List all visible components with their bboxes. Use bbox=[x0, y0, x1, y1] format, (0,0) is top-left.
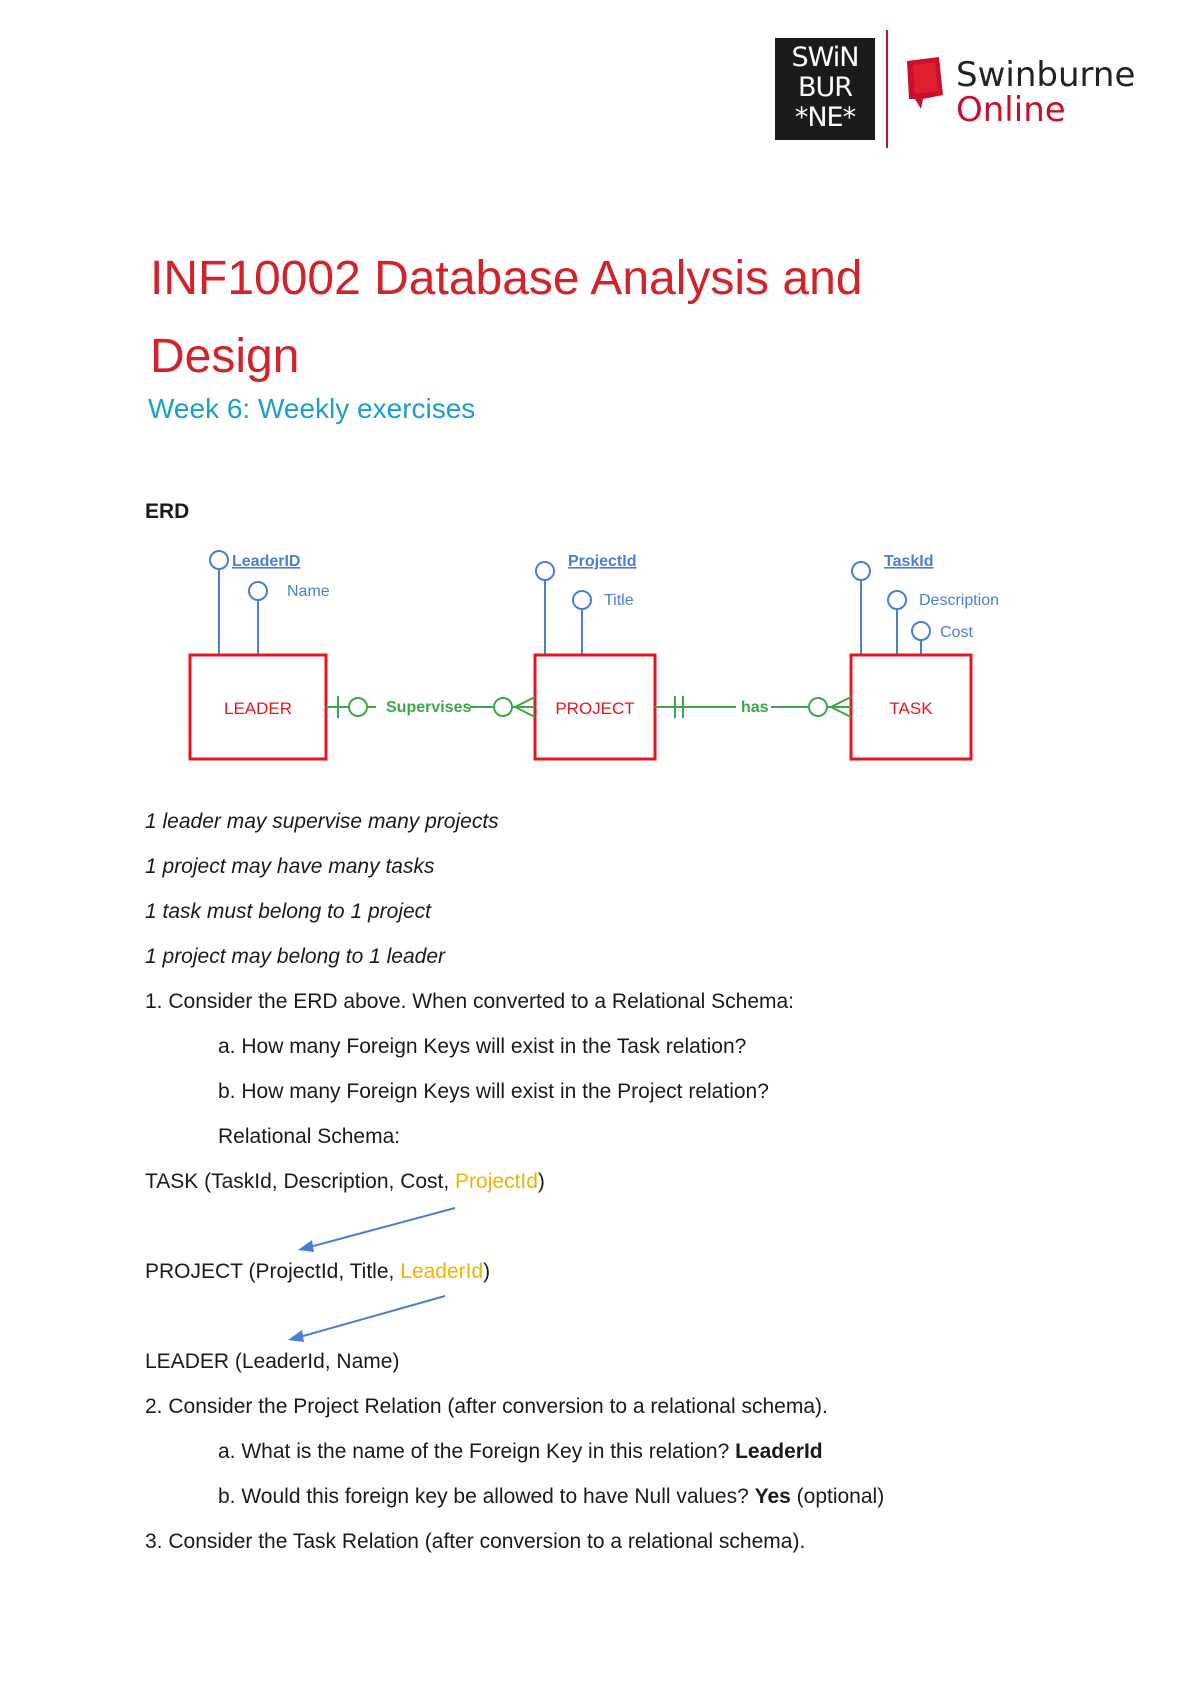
schema-task-close: ) bbox=[537, 1170, 545, 1193]
fk-arrow-1 bbox=[290, 1200, 470, 1260]
question-1a: a. How many Foreign Keys will exist in the Task relation? bbox=[218, 1035, 747, 1058]
question-2a bbox=[218, 1440, 823, 1464]
schema-project-attrs: PROJECT (ProjectId, Title, bbox=[145, 1260, 401, 1283]
logo-line: SWiN bbox=[791, 42, 859, 73]
rel-supervises: Supervises bbox=[386, 699, 472, 716]
statement: 1 project may have many tasks bbox=[145, 855, 435, 878]
attr-title: Title bbox=[604, 592, 634, 609]
question-2: 2. Consider the Project Relation (after conversion to a relational schema). bbox=[145, 1395, 828, 1418]
attr-taskid: TaskId bbox=[884, 553, 934, 570]
question-2b-note: (optional) bbox=[790, 1485, 885, 1508]
question-2b-answer: Yes bbox=[754, 1485, 791, 1508]
rel-has: has bbox=[741, 699, 769, 716]
attr-cost: Cost bbox=[940, 624, 973, 641]
attr-projectid: ProjectId bbox=[568, 553, 637, 570]
projectid-attr-circle bbox=[536, 562, 554, 580]
logo-line: *NE* bbox=[794, 102, 856, 133]
fk-arrow-2 bbox=[280, 1288, 460, 1348]
question-1: 1. Consider the ERD above. When converted to a Relational Schema: bbox=[145, 990, 795, 1013]
question-3: 3. Consider the Task Relation (after conversion to a relational schema). bbox=[145, 1530, 806, 1553]
schema-project bbox=[145, 1260, 490, 1284]
question-2b bbox=[218, 1485, 884, 1509]
question-2a-text: a. What is the name of the Foreign Key in this relation? bbox=[218, 1440, 736, 1463]
entity-task: TASK bbox=[889, 699, 933, 718]
schema-task bbox=[145, 1170, 545, 1194]
statement: 1 project may belong to 1 leader bbox=[145, 945, 446, 968]
attr-leaderid: LeaderID bbox=[232, 553, 301, 570]
book-icon bbox=[903, 55, 947, 111]
schema-task-attrs: TASK (TaskId, Description, Cost, bbox=[145, 1170, 456, 1193]
logo-divider bbox=[886, 30, 888, 148]
entity-leader: LEADER bbox=[223, 699, 293, 718]
question-1b: b. How many Foreign Keys will exist in the Project relation? bbox=[218, 1080, 769, 1103]
brand-name: Swinburne bbox=[956, 55, 1136, 95]
brand-online: Online bbox=[956, 90, 1066, 130]
page-title: INF10002 Database Analysis and Design bbox=[150, 252, 863, 383]
statement: 1 task must belong to 1 project bbox=[145, 900, 431, 923]
leaderid-attr-circle bbox=[210, 551, 228, 569]
schema-project-fk: LeaderId bbox=[400, 1260, 484, 1283]
cost-attr-circle bbox=[912, 622, 930, 640]
schema-task-fk: ProjectId bbox=[455, 1170, 538, 1193]
title-attr-circle bbox=[573, 591, 591, 609]
entity-project: PROJECT bbox=[555, 699, 635, 718]
page-subtitle: Week 6: Weekly exercises bbox=[148, 393, 476, 424]
description-attr-circle bbox=[888, 591, 906, 609]
name-attr-circle bbox=[249, 582, 267, 600]
schema-label: Relational Schema: bbox=[218, 1125, 401, 1148]
attr-description: Description bbox=[919, 592, 1000, 609]
attr-name: Name bbox=[287, 583, 330, 600]
swinburne-logo bbox=[775, 38, 875, 140]
taskid-attr-circle bbox=[852, 562, 870, 580]
erd-diagram bbox=[0, 530, 1200, 770]
schema-leader: LEADER (LeaderId, Name) bbox=[145, 1350, 400, 1373]
schema-project-close: ) bbox=[483, 1260, 491, 1283]
logo-line: BUR bbox=[797, 72, 853, 103]
question-2a-answer: LeaderId bbox=[735, 1440, 823, 1463]
statement: 1 leader may supervise many projects bbox=[145, 810, 499, 833]
erd-heading: ERD bbox=[145, 500, 190, 523]
question-2b-text: b. Would this foreign key be allowed to have Null values? bbox=[218, 1485, 755, 1508]
